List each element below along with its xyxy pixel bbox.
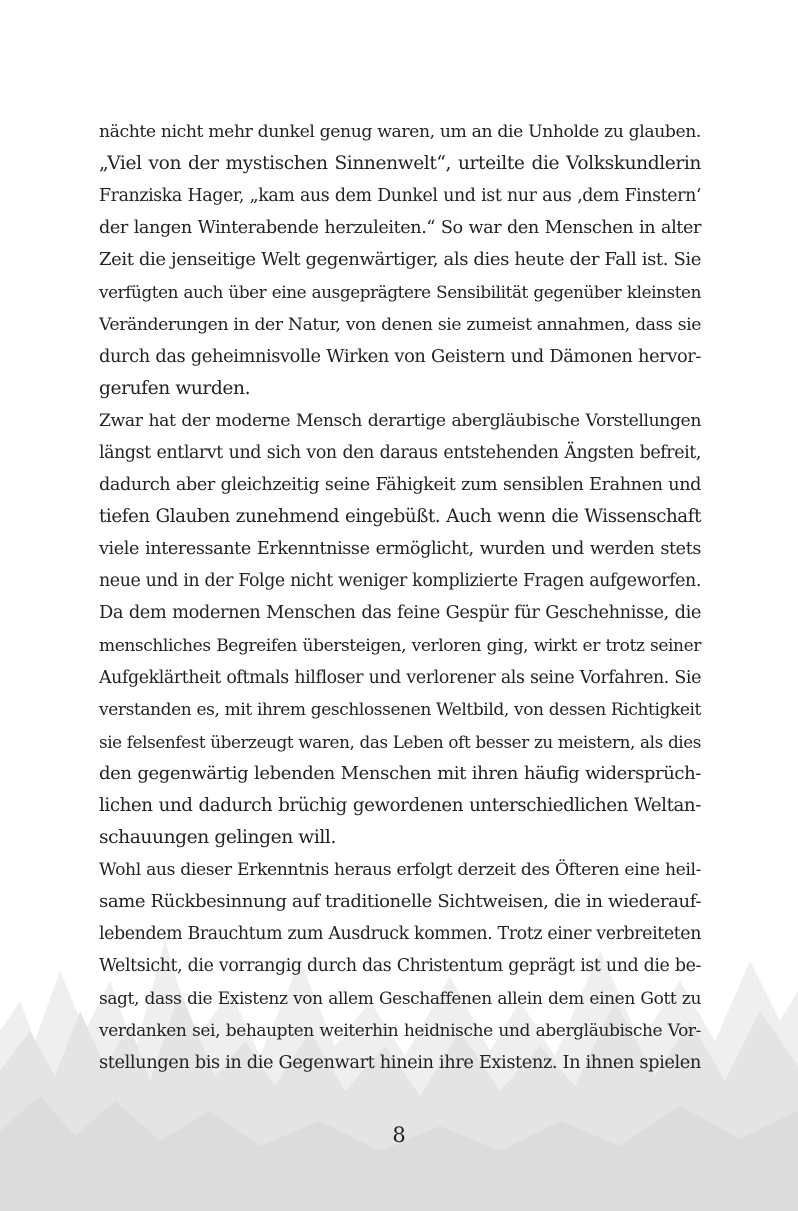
text-line: den gegenwärtig lebenden Menschen mit ihren häufig widersprüch- — [99, 762, 701, 784]
text-line: durch das geheimnisvolle Wirken von Geistern und Dämonen hervor- — [99, 345, 701, 367]
text-line: Franziska Hager, „kam aus dem Dunkel und ist nur aus ‚dem Finstern‘ — [99, 186, 701, 207]
text-line: schauungen gelingen will. — [99, 827, 336, 849]
text-line: Weltsicht, die vorrangig durch das Christentum geprägt ist und die be- — [99, 956, 701, 977]
text-line: gerufen wurden. — [99, 377, 251, 399]
text-line: Zeit die jenseitige Welt gegenwärtiger, als dies heute der Fall ist. Sie — [99, 249, 701, 271]
text-line: Veränderungen in der Natur, von denen sie zumeist annahmen, dass sie — [99, 314, 701, 335]
text-line: lebendem Brauchtum zum Ausdruck kommen. Trotz einer verbreiteten — [99, 924, 701, 945]
text-line: sagt, dass die Existenz von allem Geschaffenen allein dem einen Gott zu — [99, 988, 701, 1009]
text-line: Zwar hat der moderne Mensch derartige abergläubische Vorstellungen — [99, 410, 701, 431]
paragraph — [99, 405, 701, 854]
text-line: verfügten auch über eine ausgeprägtere Sensibilität gegenüber kleinsten — [99, 282, 701, 303]
text-line: sie felsenfest überzeugt waren, das Leben oft besser zu meistern, als dies — [99, 731, 701, 752]
text-line: nächte nicht mehr dunkel genug waren, um an die Unholde zu glauben. — [99, 122, 701, 142]
text-line: stellungen bis in die Gegenwart hinein ihre Existenz. In ihnen spielen — [99, 1051, 701, 1073]
body-text — [99, 116, 701, 1079]
paragraph — [99, 854, 701, 1079]
text-line: längst entlarvt und sich von den daraus entstehenden Ängsten befreit, — [99, 442, 701, 463]
text-line: „Viel von der mystischen Sinnenwelt“, urteilte die Volkskundlerin — [99, 153, 701, 175]
page-number: 8 — [392, 1123, 406, 1147]
text-line: Aufgeklärtheit oftmals hilfloser und verlorener als seine Vorfahren. Sie — [99, 667, 701, 688]
text-line: der langen Winterabende herzuleiten.“ So war den Menschen in alter — [99, 218, 701, 239]
text-line: dadurch aber gleichzeitig seine Fähigkeit zum sensiblen Erahnen und — [99, 475, 701, 496]
text-line: menschliches Begreifen übersteigen, verloren ging, wirkt er trotz seiner — [99, 635, 701, 656]
text-line: same Rückbesinnung auf traditionelle Sichtweisen, die in wiederauf- — [99, 891, 701, 913]
text-line: lichen und dadurch brüchig gewordenen unterschiedlichen Weltan- — [99, 794, 701, 816]
text-line: Wohl aus dieser Erkenntnis heraus erfolgt derzeit des Öfteren eine heil- — [99, 860, 701, 881]
paragraph — [99, 116, 701, 405]
text-line: Da dem modernen Menschen das feine Gespür für Geschehnisse, die — [99, 602, 701, 624]
text-line: tiefen Glauben zunehmend eingebüßt. Auch wenn die Wissenschaft — [99, 506, 701, 528]
text-line: neue und in der Folge nicht weniger komplizierte Fragen aufgeworfen. — [99, 571, 701, 592]
text-line: verdanken sei, behaupten weiterhin heidnische und abergläubische Vor- — [99, 1020, 701, 1041]
text-line: viele interessante Erkenntnisse ermöglicht, wurden und werden stets — [99, 539, 701, 560]
text-line: verstanden es, mit ihrem geschlossenen Weltbild, von dessen Richtigkeit — [99, 699, 701, 720]
